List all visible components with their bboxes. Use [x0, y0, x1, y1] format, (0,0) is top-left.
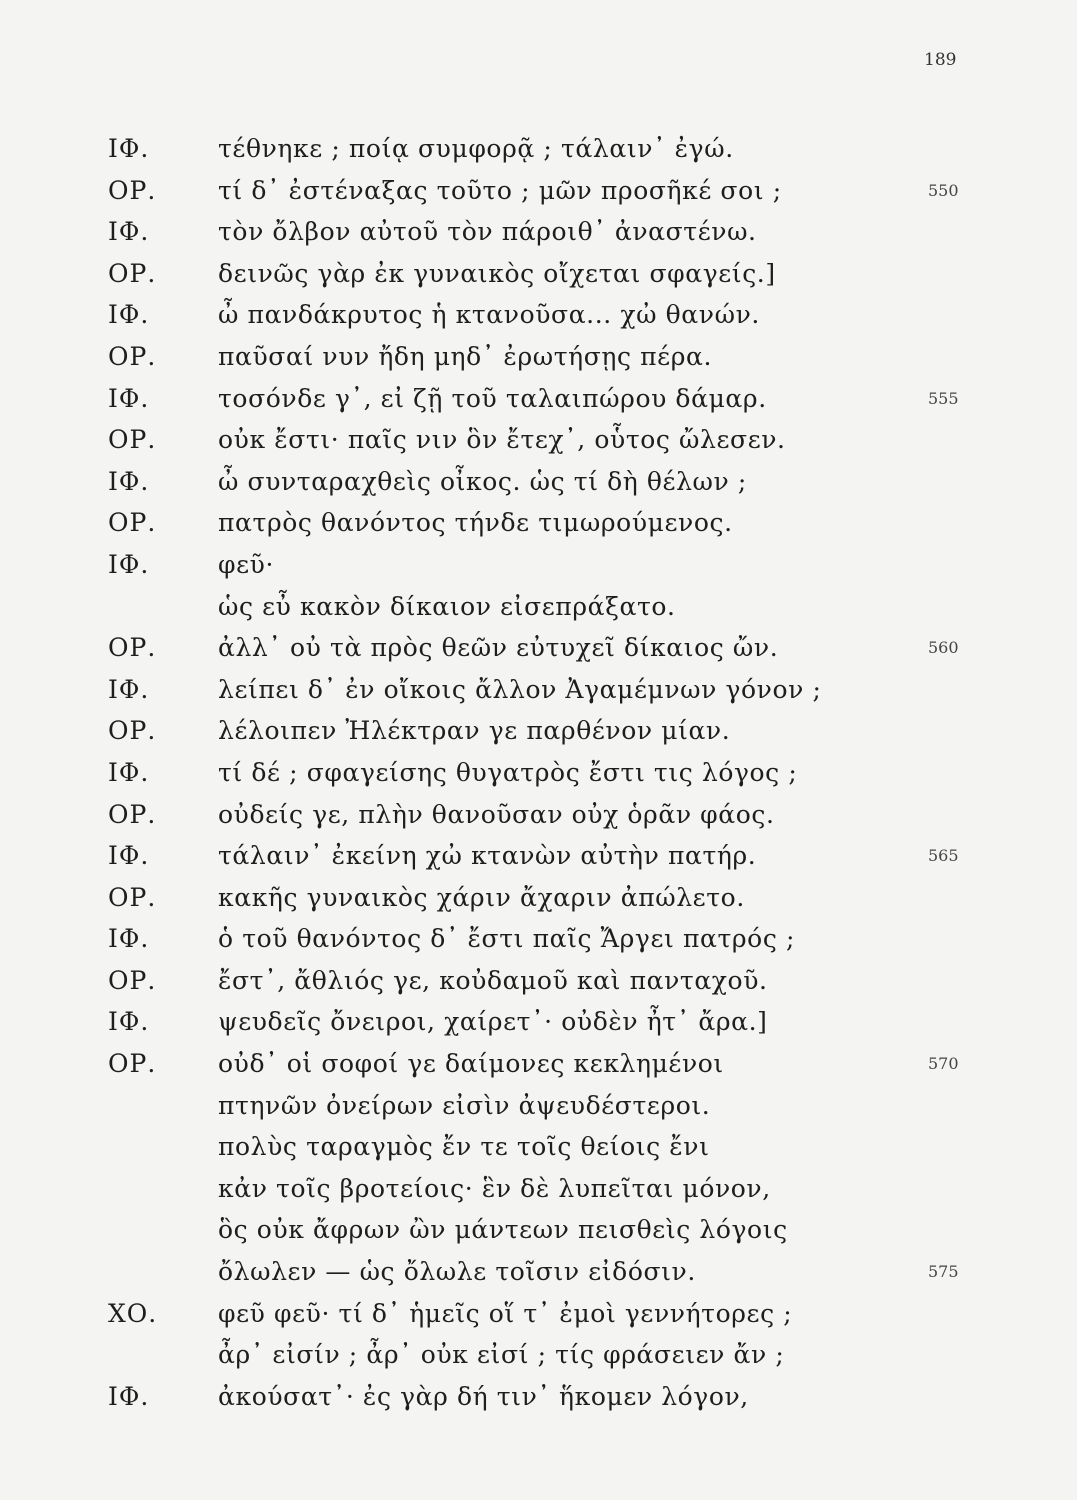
verse-text: ὃς οὐκ ἄφρων ὢν μάντεων πεισθεὶς λόγοις: [218, 1215, 788, 1245]
verse-line: [0, 461, 1077, 503]
verse-text: ἀλλ᾽ οὐ τὰ πρὸς θεῶν εὐτυχεῖ δίκαιος ὤν.: [218, 633, 779, 663]
verse-line: [0, 710, 1077, 752]
verse-line: [0, 1251, 1077, 1293]
verse-lines: [0, 128, 1077, 1417]
verse-text: κακῆς γυναικὸς χάριν ἄχαριν ἀπώλετο.: [218, 882, 745, 912]
line-number: 575: [928, 1262, 959, 1282]
verse-text: ὁ τοῦ θανόντος δ᾽ ἔστι παῖς Ἄργει πατρός ;: [218, 924, 796, 954]
verse-line: [0, 1126, 1077, 1168]
verse-line: [0, 1168, 1077, 1210]
verse-line: [0, 794, 1077, 836]
verse-line: [0, 1293, 1077, 1335]
speaker-label: ΟΡ.: [108, 716, 157, 746]
verse-text: φεῦ·: [218, 549, 275, 579]
verse-line: [0, 128, 1077, 170]
speaker-label: ΙΦ.: [108, 466, 150, 496]
speaker-label: ΟΡ.: [108, 508, 157, 538]
verse-line: [0, 294, 1077, 336]
verse-line: [0, 1001, 1077, 1043]
verse-line: [0, 627, 1077, 669]
speaker-label: ΙΦ.: [108, 134, 150, 163]
line-number: 565: [928, 846, 959, 866]
speaker-label: ΙΦ.: [108, 549, 150, 579]
verse-line: [0, 877, 1077, 919]
verse-text: φεῦ φεῦ· τί δ᾽ ἡμεῖς οἵ τ᾽ ἐμοὶ γεννήτορες ;: [218, 1298, 793, 1328]
page-number: 189: [924, 50, 957, 70]
verse-line: [0, 586, 1077, 628]
speaker-label: ΙΦ.: [108, 1007, 150, 1037]
verse-text: ὦ πανδάκρυτος ἡ κτανοῦσα... χὠ θανών.: [218, 300, 760, 330]
speaker-label: ΟΡ.: [108, 799, 157, 829]
verse-text: ὦ συνταραχθεὶς οἶκος. ὡς τί δὴ θέλων ;: [218, 466, 747, 496]
verse-text: πατρὸς θανόντος τήνδε τιμωρούμενος.: [218, 508, 733, 538]
verse-line: [0, 336, 1077, 378]
verse-text: οὐδ᾽ οἱ σοφοί γε δαίμονες κεκλημένοι: [218, 1049, 724, 1079]
verse-line: [0, 1376, 1077, 1418]
speaker-label: ΙΦ.: [108, 217, 150, 247]
verse-line: [0, 1085, 1077, 1127]
speaker-label: ΟΡ.: [108, 1049, 157, 1079]
speaker-label: ΟΡ.: [108, 175, 157, 205]
verse-line: [0, 211, 1077, 253]
verse-text: κἀν τοῖς βροτείοις· ἓν δὲ λυπεῖται μόνον,: [218, 1173, 771, 1203]
speaker-label: ΙΦ.: [108, 757, 150, 787]
speaker-label: ΙΦ.: [108, 674, 150, 704]
verse-line: [0, 1043, 1077, 1085]
speaker-label: ΙΦ.: [108, 300, 150, 330]
verse-text: λείπει δ᾽ ἐν οἴκοις ἄλλον Ἀγαμέμνων γόνον ;: [218, 674, 822, 704]
speaker-label: ΧΟ.: [108, 1298, 158, 1328]
speaker-label: ΟΡ.: [108, 341, 157, 371]
verse-text: ὄλωλεν — ὡς ὄλωλε τοῖσιν εἰδόσιν.: [218, 1257, 696, 1287]
verse-text: τί δέ ; σφαγείσης θυγατρὸς ἔστι τις λόγος ;: [218, 757, 798, 787]
verse-text: ἔστ᾽, ἄθλιός γε, κοὐδαμοῦ καὶ πανταχοῦ.: [218, 965, 768, 995]
verse-line: [0, 544, 1077, 586]
speaker-label: ΙΦ.: [108, 841, 150, 871]
speaker-label: ΙΦ.: [108, 1381, 150, 1411]
verse-line: [0, 835, 1077, 877]
verse-line: [0, 378, 1077, 420]
verse-line: [0, 1209, 1077, 1251]
verse-text: πτηνῶν ὀνείρων εἰσὶν ἀψευδέστεροι.: [218, 1090, 711, 1120]
speaker-label: ΙΦ.: [108, 383, 150, 413]
verse-text: ἀκούσατ᾽· ἐς γὰρ δή τιν᾽ ἥκομεν λόγον,: [218, 1381, 749, 1411]
speaker-label: ΟΡ.: [108, 882, 157, 912]
verse-text: τάλαιν᾽ ἐκείνη χὠ κτανὼν αὐτὴν πατήρ.: [218, 841, 757, 871]
speaker-label: ΟΡ.: [108, 633, 157, 663]
verse-text: ἆρ᾽ εἰσίν ; ἆρ᾽ οὐκ εἰσί ; τίς φράσειεν ἄν ;: [218, 1340, 785, 1370]
speaker-label: ΟΡ.: [108, 425, 157, 455]
verse-text: ψευδεῖς ὄνειροι, χαίρετ᾽· οὐδὲν ἦτ᾽ ἄρα.]: [218, 1007, 768, 1037]
verse-line: [0, 960, 1077, 1002]
verse-text: οὐδείς γε, πλὴν θανοῦσαν οὐχ ὁρᾶν φάος.: [218, 799, 775, 829]
verse-line: [0, 170, 1077, 212]
verse-text: οὐκ ἔστι· παῖς νιν ὃν ἔτεχ᾽, οὗτος ὤλεσεν.: [218, 425, 786, 455]
speaker-label: ΟΡ.: [108, 258, 157, 288]
line-number: 555: [928, 388, 959, 408]
verse-text: τοσόνδε γ᾽, εἰ ζῇ τοῦ ταλαιπώρου δάμαρ.: [218, 383, 767, 413]
verse-text: παῦσαί νυν ἤδη μηδ᾽ ἐρωτήσῃς πέρα.: [218, 341, 713, 371]
line-number: 560: [928, 638, 959, 658]
verse-line: [0, 752, 1077, 794]
line-number: 550: [928, 180, 959, 200]
verse-text: τί δ᾽ ἐστέναξας τοῦτο ; μῶν προσῆκέ σοι ;: [218, 175, 782, 205]
verse-line: [0, 1334, 1077, 1376]
verse-text: ὡς εὖ κακὸν δίκαιον εἰσεπράξατο.: [218, 591, 676, 621]
speaker-label: ΙΦ.: [108, 924, 150, 954]
verse-line: [0, 502, 1077, 544]
speaker-label: ΟΡ.: [108, 965, 157, 995]
verse-text: τὸν ὄλβον αὐτοῦ τὸν πάροιθ᾽ ἀναστένω.: [218, 217, 757, 247]
verse-text: λέλοιπεν Ἠλέκτραν γε παρθένον μίαν.: [218, 716, 731, 746]
verse-text: δεινῶς γὰρ ἐκ γυναικὸς οἴχεται σφαγείς.]: [218, 258, 776, 288]
verse-text: τέθνηκε ; ποίᾳ συμφορᾷ ; τάλαιν᾽ ἐγώ.: [218, 134, 734, 163]
verse-line: [0, 419, 1077, 461]
verse-text: πολὺς ταραγμὸς ἔν τε τοῖς θείοις ἔνι: [218, 1132, 710, 1162]
line-number: 570: [928, 1054, 959, 1074]
verse-line: [0, 253, 1077, 295]
verse-line: [0, 669, 1077, 711]
verse-line: [0, 918, 1077, 960]
